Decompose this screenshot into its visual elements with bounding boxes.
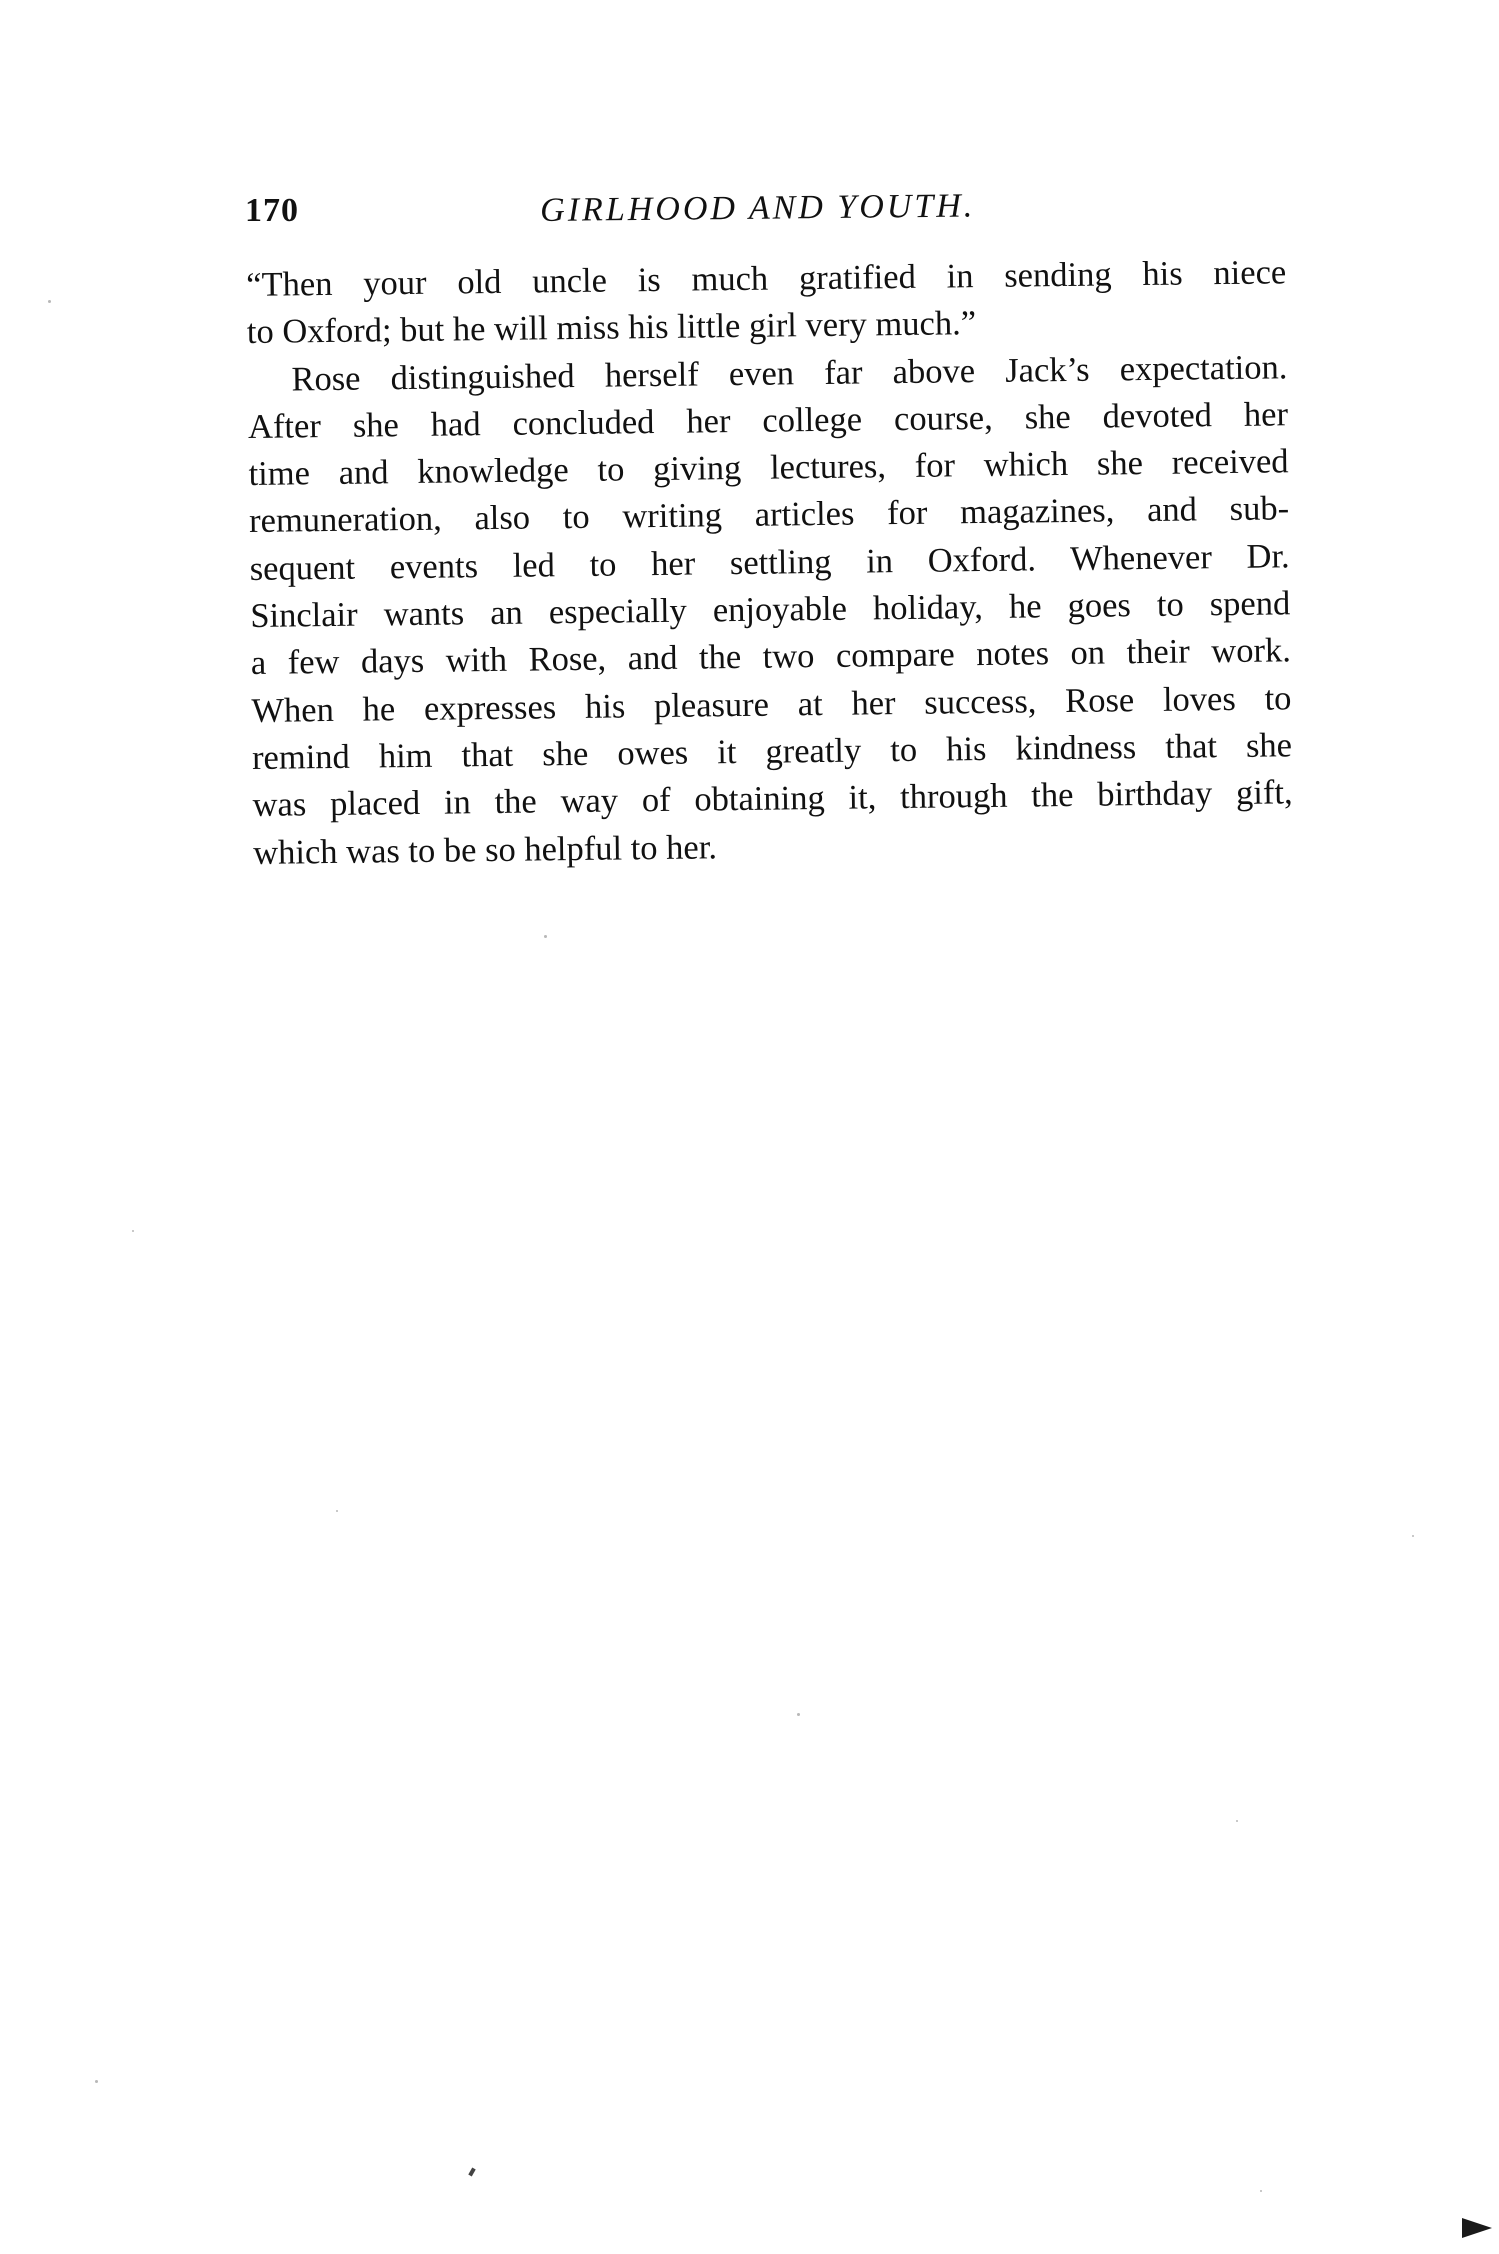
scan-speck [1260, 2190, 1262, 2192]
body-text [246, 249, 1293, 877]
text-line: When he expresses his pleasure at her success, Rose loves to [251, 678, 1292, 730]
text-line: remind him that she owes it greatly to his kindness that she [251, 726, 1293, 777]
text-line: Rose distinguished herself even far above Jack’s expectation. [291, 347, 1288, 399]
scan-speck [1412, 1535, 1414, 1537]
running-title: GIRLHOOD AND YOUTH. [540, 187, 976, 229]
scan-speck [132, 1230, 134, 1232]
scan-speck [1236, 1820, 1238, 1822]
text-line: sequent events led to her settling in Oxford. Whenever Dr. [249, 537, 1290, 588]
scan-speck [48, 300, 51, 303]
page-number: 170 [245, 192, 299, 229]
page-corner-mark [1462, 2218, 1492, 2238]
text-line: “Then your old uncle is much gratified in sending his niece [246, 253, 1287, 304]
text-line: Sinclair wants an especially enjoyable holiday, he goes to spend [250, 584, 1291, 636]
scan-mark [468, 2168, 475, 2177]
scan-speck [797, 1713, 800, 1716]
text-line: a few days with Rose, and the two compare notes on their work. [250, 631, 1292, 683]
text-line: was placed in the way of obtaining it, through the birthday gift, [252, 773, 1293, 825]
text-line: to Oxford; but he will miss his little girl very much.” [246, 304, 977, 352]
scan-speck [95, 2080, 98, 2083]
text-line: which was to be so helpful to her. [252, 827, 718, 872]
scan-speck [336, 1510, 338, 1512]
running-head [245, 187, 1285, 242]
text-line: After she had concluded her college course, she devoted her [247, 395, 1289, 446]
text-line: time and knowledge to giving lectures, for which she received [248, 442, 1289, 494]
text-line: remuneration, also to writing articles for magazines, and sub- [248, 489, 1290, 541]
scan-speck [544, 935, 547, 938]
